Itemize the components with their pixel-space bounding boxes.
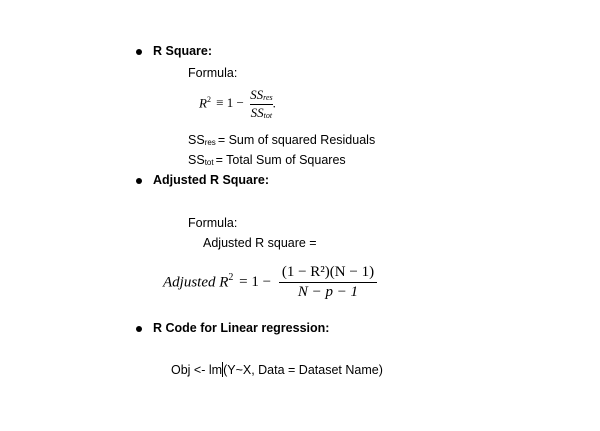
rsquare-fraction	[250, 88, 272, 121]
rsquare-den-base: SS	[250, 104, 264, 120]
heading-rsquare: R Square:	[153, 44, 213, 58]
adjusted-eq: = 1 −	[239, 274, 272, 291]
rsquare-trail: .	[272, 95, 276, 111]
adjusted-denominator: N − p − 1	[297, 284, 359, 301]
adjusted-formula-label: Formula:	[188, 216, 238, 230]
rcode-before-cursor: Obj <- lm	[171, 363, 223, 377]
rsquare-equiv: ≡ 1 −	[216, 95, 244, 111]
adjusted-lhs: Adjusted R	[163, 274, 229, 291]
rsquare-def-res	[188, 133, 375, 147]
rcode-after-cursor: (Y~X, Data = Dataset Name)	[223, 363, 383, 377]
heading-rcode: R Code for Linear regression:	[153, 321, 330, 335]
rsquare-num-sub: res	[263, 93, 273, 102]
def-tot-text: = Total Sum of Squares	[215, 153, 346, 167]
rsquare-den-sub: tot	[263, 110, 273, 120]
def-res-sub: res	[204, 138, 216, 147]
rsquare-def-tot	[188, 153, 346, 167]
rsquare-formula	[199, 88, 276, 121]
adjusted-formula	[163, 264, 377, 302]
adjusted-numerator: (1 − R²)(N − 1)	[281, 264, 375, 280]
heading-adjusted: Adjusted R Square:	[153, 173, 269, 187]
adjusted-fraction-bar	[279, 282, 377, 283]
bullet-rsquare	[136, 49, 142, 55]
adjusted-formula-intro: Adjusted R square =	[203, 236, 317, 250]
def-res-text: = Sum of squared Residuals	[217, 133, 376, 147]
rsquare-num-base: SS	[250, 87, 264, 102]
rsquare-numerator	[250, 88, 272, 103]
adjusted-lhs-sup: 2	[228, 272, 234, 284]
bullet-adjusted	[136, 178, 142, 184]
def-res-base: SS	[188, 133, 205, 147]
rcode-line	[171, 362, 383, 377]
rsquare-formula-label: Formula:	[188, 66, 238, 80]
adjusted-fraction	[279, 264, 377, 302]
bullet-rcode	[136, 326, 142, 332]
def-tot-sub: tot	[204, 158, 214, 167]
rsquare-denominator	[250, 106, 272, 121]
rsquare-lhs: R	[199, 95, 207, 111]
rsquare-lhs-sup: 2	[206, 95, 211, 105]
def-tot-base: SS	[188, 153, 205, 167]
